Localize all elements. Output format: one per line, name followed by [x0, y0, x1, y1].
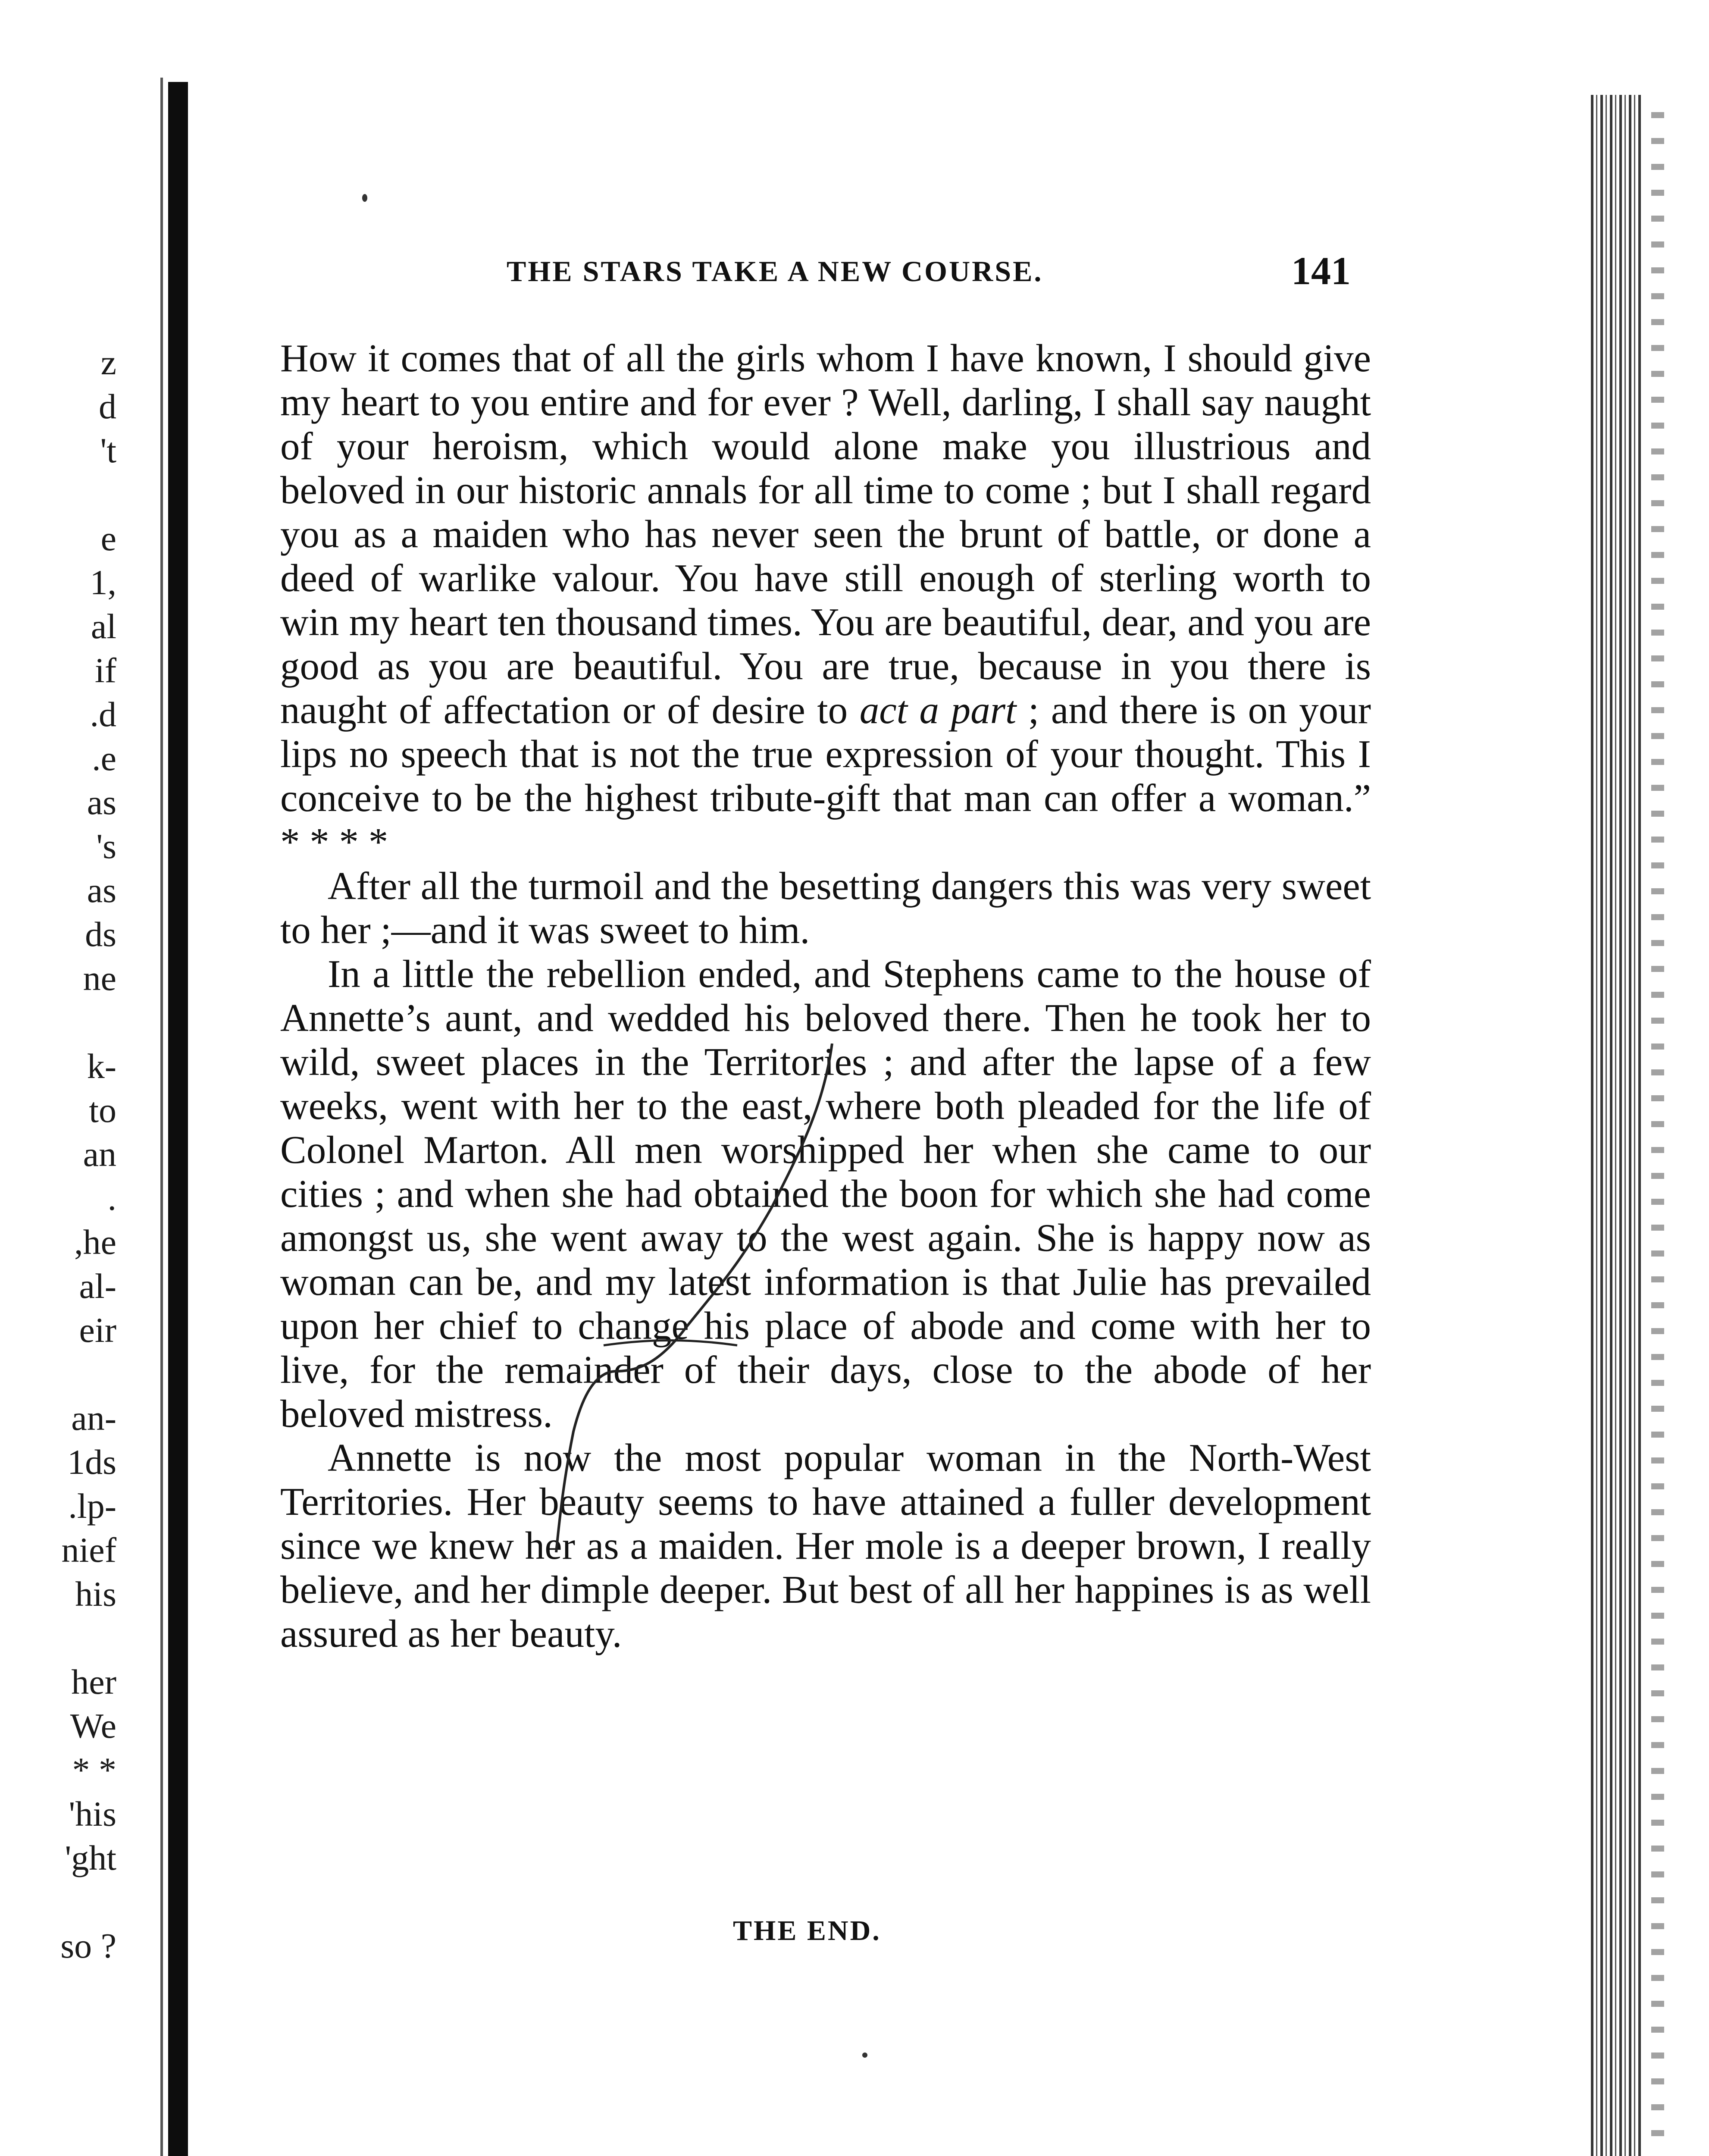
- previous-page-fragment: nief: [61, 1530, 116, 1570]
- previous-page-fragment: [9, 1352, 116, 1396]
- previous-page-fragment: d: [99, 387, 116, 426]
- running-title: THE STARS TAKE A NEW COURSE.: [507, 255, 1043, 288]
- previous-page-fragment: ne: [83, 959, 116, 998]
- previous-page-fragments: [9, 341, 116, 1968]
- previous-page-fragment: if: [94, 651, 116, 690]
- previous-page-fragment: 1ds: [67, 1442, 116, 1482]
- body-text: [280, 336, 1371, 1656]
- previous-page-fragment: ds: [85, 915, 116, 954]
- previous-page-fragment: e: [100, 519, 116, 558]
- previous-page-fragment: * *: [72, 1750, 116, 1789]
- page-edge-stack: [1591, 95, 1643, 2156]
- previous-page-fragment: 't: [100, 431, 116, 470]
- previous-page-fragment: [9, 1616, 116, 1660]
- previous-page-fragment: k-: [87, 1047, 116, 1086]
- previous-page-fragment: .d: [90, 695, 116, 734]
- previous-page-fragment: We: [70, 1706, 116, 1745]
- previous-page-fragment: [9, 1880, 116, 1924]
- previous-page-fragment: ,he: [74, 1222, 116, 1262]
- previous-page-fragment: an-: [71, 1398, 116, 1438]
- previous-page-fragment: to: [89, 1091, 116, 1130]
- book-spine: [168, 82, 188, 2156]
- previous-page-fragment: al-: [79, 1266, 116, 1306]
- speck: [862, 2053, 867, 2058]
- previous-page-fragment: as: [87, 871, 116, 910]
- page-number: 141: [1291, 249, 1351, 293]
- previous-page-fragment: [9, 1000, 116, 1044]
- the-end: THE END.: [733, 1915, 881, 1946]
- previous-page-fragment: 'his: [69, 1794, 116, 1833]
- speck: [362, 194, 367, 202]
- paragraph-3: In a little the rebellion ended, and Stephens came to the house of Annette’s aunt, and wedded his beloved there. Then he took her to wild, sweet places in the Territories ; and after the lapse of a few weeks, went with her to the east, where both pleaded for the life of Colonel Marton. All men worshipped her when she came to our cities ; and when she had obtained the boon for which she had come amongst us, she went away to the west again. She is happy now as woman can be, and my latest information is that Julie has prevailed upon her chief to change his place of abode and come with her to live, for the remainder of their days, close to the abode of her beloved mistress.: [280, 952, 1371, 1435]
- previous-page-fragment: z: [100, 343, 116, 382]
- page-edge-shadow: [1651, 112, 1664, 2139]
- paragraph-4: Annette is now the most popular woman in the North-West Territories. Her beauty seems to have attained a fuller development since we knew her as a maiden. Her mole is a deeper brown, I really believe, and her dimple deeper. But best of all her happines is as well assured as her beauty.: [280, 1436, 1371, 1655]
- previous-page-fragment: eir: [79, 1310, 116, 1350]
- paragraph-1-text: How it comes that of all the girls whom I have known, I should give my heart to you entire and for ever ? Well, darling, I shall say naught of your heroism, which would alone make you illustrious and beloved in our historic annals for all time to come ; but I shall regard you as a maiden who has never seen the brunt of battle, or done a deed of warlike valour. You have still enough of sterling worth to win my heart ten thousand times. You are beautiful, dear, and you are good as you are beautiful. You are true, because in you there is naught of affectation or of desire to: [280, 336, 1371, 732]
- previous-page-fragment: [9, 473, 116, 517]
- previous-page-fragment: his: [75, 1574, 116, 1614]
- previous-page-fragment: al: [91, 607, 116, 646]
- previous-page-fragment: an: [83, 1134, 116, 1174]
- paragraph-1-italic: act a part: [859, 688, 1017, 732]
- paragraph-2: After all the turmoil and the besetting dangers this was very sweet to her ;—and it was sweet to him.: [280, 864, 1371, 952]
- previous-page-fragment: .lp-: [68, 1486, 116, 1526]
- previous-page-fragment: as: [87, 783, 116, 822]
- previous-page-fragment: 's: [96, 827, 116, 866]
- paragraph-1-text-after: ; and there is on your lips no speech that is not the true expression of your thought. This I conceive to be the highest tribute-gift that man can offer a woman.” * * * *: [280, 688, 1371, 864]
- previous-page-fragment: so ?: [60, 1926, 116, 1965]
- previous-page-fragment: .: [107, 1178, 116, 1218]
- previous-page-fragment: 1,: [90, 563, 116, 602]
- previous-page-fragment: .e: [92, 739, 116, 778]
- paragraph-1: [280, 336, 1371, 864]
- spine-shadow: [160, 78, 163, 2156]
- previous-page-fragment: her: [71, 1662, 116, 1702]
- previous-page-fragment: 'ght: [65, 1838, 116, 1877]
